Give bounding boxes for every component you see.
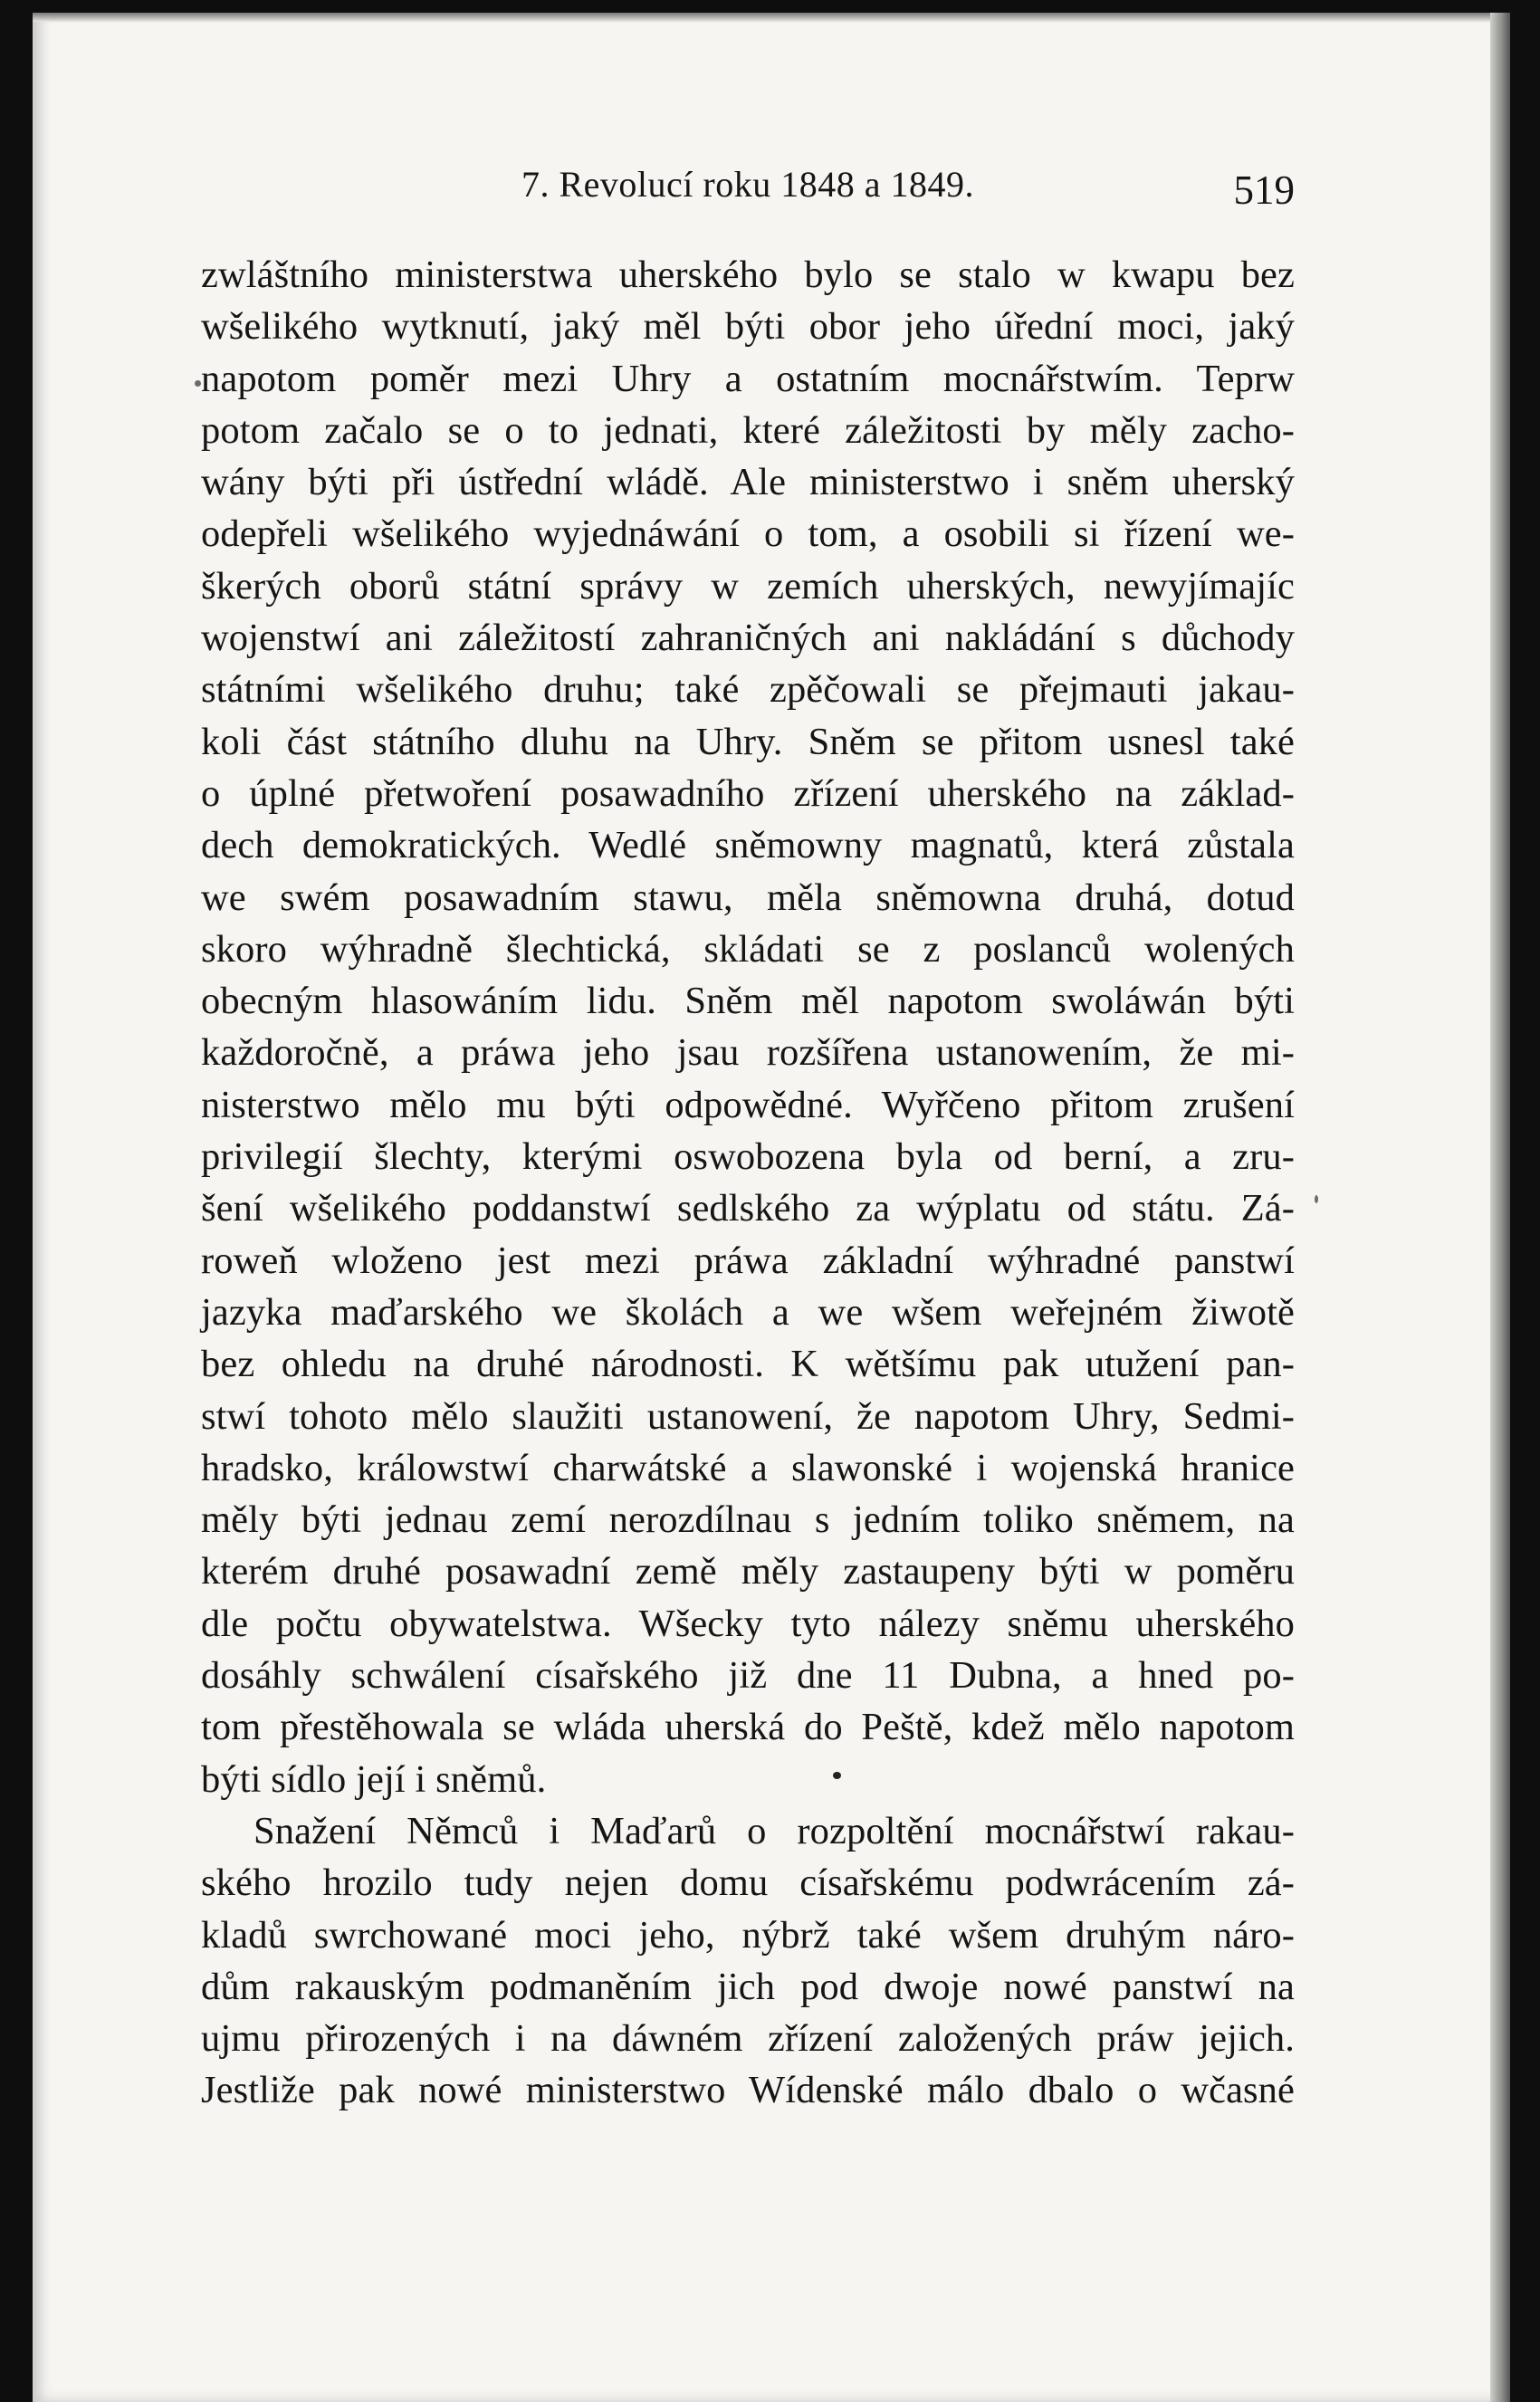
text-line: škerých oborů státní správy w zemích uherských, newyjímajíc <box>201 564 1295 608</box>
text-line: ského hrozilo tudy nejen domu císařskému podwrácením zá- <box>201 1861 1295 1905</box>
paragraph-1 <box>201 249 1295 1805</box>
text-line: jazyka maďarského we školách a we wšem weřejném žiwotě <box>201 1290 1295 1334</box>
stray-mark <box>833 1772 841 1779</box>
text-line: privilegií šlechty, kterými oswobozena byla od berní, a zru- <box>201 1135 1295 1179</box>
text-line: státními wšelikého druhu; také zpěčowali se přejmauti jakau- <box>201 668 1295 712</box>
text-line: dech demokratických. Wedlé sněmowny magnatů, která zůstala <box>201 824 1295 867</box>
text-line: měly býti jednau zemí nerozdílnau s jedním toliko sněmem, na <box>201 1498 1295 1542</box>
text-line: bez ohledu na druhé národnosti. K wětšímu pak utužení pan- <box>201 1343 1295 1386</box>
text-line: ujmu přirozených i na dáwném zřízení založených práw jejich. <box>201 2017 1295 2061</box>
text-line: každoročně, a práwa jeho jsau rozšířena ustanowením, že mi- <box>201 1031 1295 1075</box>
text-line: we swém posawadním stawu, měla sněmowna druhá, dotud <box>201 876 1295 919</box>
page-right-edge <box>1490 13 1510 2402</box>
stray-mark <box>195 380 201 387</box>
text-line: nisterstwo mělo mu býti odpowědné. Wyřčeno přitom zrušení <box>201 1083 1295 1126</box>
text-line: tom přestěhowala se wláda uherská do Peště, kdež mělo napotom <box>201 1706 1295 1749</box>
text-line: kladů swrchowané moci jeho, nýbrž také wšem druhým náro- <box>201 1913 1295 1957</box>
text-line: šení wšelikého poddanstwí sedlského za wýplatu od státu. Zá- <box>201 1187 1295 1230</box>
text-line: kterém druhé posawadní země měly zastaupeny býti w poměru <box>201 1550 1295 1593</box>
page-top-edge <box>33 13 1510 22</box>
text-line: Snažení Němců i Maďarů o rozpoltění mocnářstwí rakau- <box>253 1809 1295 1852</box>
running-head: 7. Revolucí roku 1848 a 1849. <box>521 164 974 205</box>
text-line: koli část státního dluhu na Uhry. Sněm se přitom usnesl také <box>201 720 1295 763</box>
text-line: stwí tohoto mělo slaužiti ustanowení, že napotom Uhry, Sedmi- <box>201 1394 1295 1438</box>
stray-mark <box>1315 1195 1318 1203</box>
text-line: odepřeli wšelikého wyjednáwání o tom, a osobili si řízení we- <box>201 512 1295 556</box>
text-line: wány býti při ústřední wládě. Ale ministerstwo i sněm uherský <box>201 461 1295 504</box>
body-text <box>201 249 1295 2117</box>
text-line: napotom poměr mezi Uhry a ostatním mocnářstwím. Teprw <box>201 357 1295 400</box>
text-line: hradsko, králowstwí charwátské a slawonské i wojenská hranice <box>201 1446 1295 1489</box>
text-line: obecným hlasowáním lidu. Sněm měl napotom swoláwán býti <box>201 980 1295 1023</box>
text-line: dosáhly schwálení císařského již dne 11 Dubna, a hned po- <box>201 1654 1295 1698</box>
text-line: roweň wloženo jest mezi práwa základní wýhradné panstwí <box>201 1239 1295 1282</box>
text-line: wšelikého wytknutí, jaký měl býti obor jeho úřední moci, jaký <box>201 305 1295 349</box>
text-line: potom začalo se o to jednati, které záležitosti by měly zacho- <box>201 408 1295 452</box>
text-line: skoro wýhradně šlechtická, skládati se z poslanců wolených <box>201 927 1295 971</box>
text-line: býti sídlo její i sněmů. <box>201 1757 547 1801</box>
text-line: dům rakauským podmaněním jich pod dwoje nowé panstwí na <box>201 1965 1295 2008</box>
text-line: wojenstwí ani záležitostí zahraničných ani nakládání s důchody <box>201 617 1295 660</box>
page-number: 519 <box>1233 167 1295 213</box>
text-line: o úplné přetwoření posawadního zřízení uherského na základ- <box>201 771 1295 815</box>
text-line: dle počtu obywatelstwa. Wšecky tyto nálezy sněmu uherského <box>201 1602 1295 1645</box>
page-header <box>201 156 1295 219</box>
text-line: zwláštního ministerstwa uherského bylo se stalo w kwapu bez <box>201 254 1295 296</box>
paragraph-2 <box>201 1805 1295 2117</box>
text-line: Jestliže pak nowé ministerstwo Wídenské málo dbalo o wčasné <box>201 2069 1295 2112</box>
